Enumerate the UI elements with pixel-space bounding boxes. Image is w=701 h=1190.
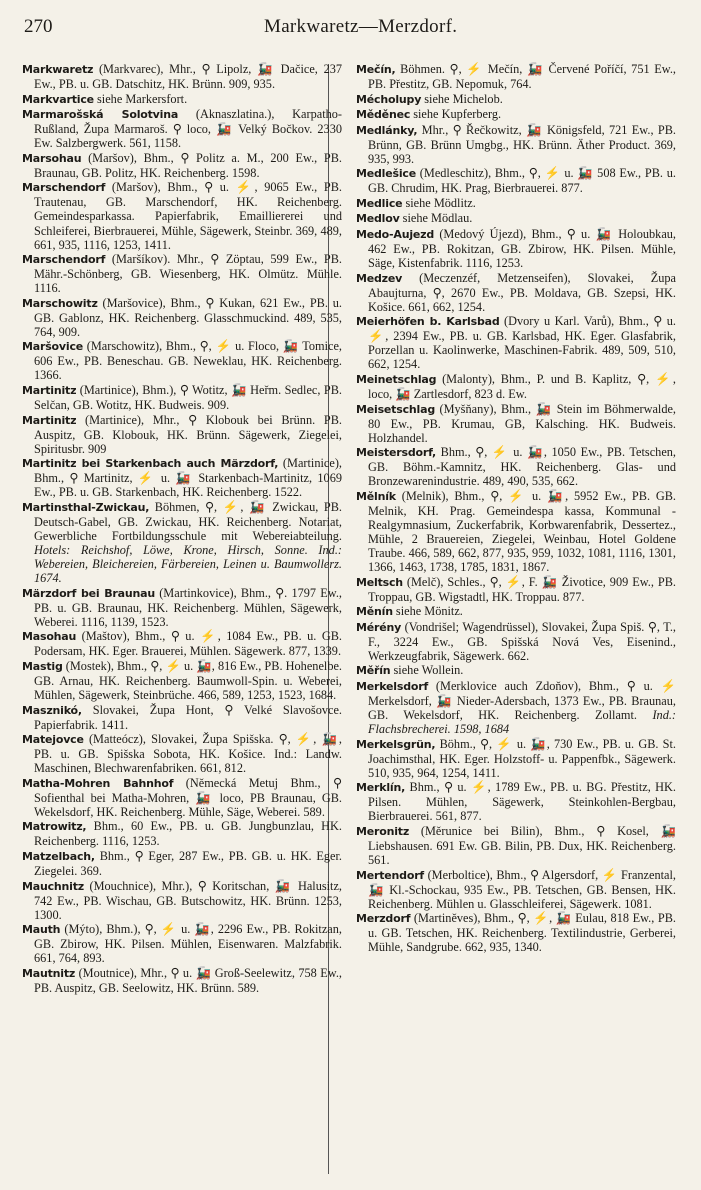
entry-headword: Märzdorf bei Braunau xyxy=(22,586,155,600)
text-columns xyxy=(22,62,674,1176)
entry-text: (Mýto), Bhm.), ⚲, ⚡ u. 🚂, 2296 Ew., PB. Rokitzan, GB. Zbirow, HK. Pilsen. Mühlen, Eisenwaren. Malzfabrik. 661, 764, 893. xyxy=(34,922,342,966)
entry-text: (Vondrišel; Wagendrüssel), Slovakei, Župa Spiš. ⚲, T., F., 3224 Ew., GB. Spišská Nová Ves, Eisenind., Werkzeugfabrik, Sägewerk. 662. xyxy=(368,619,676,663)
entry-text: (Mouchnice), Mhr.), ⚲ Koritschan, 🚂 Halusitz, 742 Ew., PB. Wischau, GB. Butschowitz, HK. Brünn. 1253, 1300. xyxy=(34,878,342,922)
gazetteer-entry xyxy=(356,911,676,954)
gazetteer-entry xyxy=(22,456,342,499)
entry-text: Bhm., ⚲ Eger, 287 Ew., PB. GB. u. HK. Eger. Ziegelei. 369. xyxy=(34,849,342,879)
left-column xyxy=(22,62,342,1176)
entry-text: (Maštov), Bhm., ⚲ u. ⚡, 1084 Ew., PB. u. GB. Podersam, HK. Eger. Brauerei, Mühlen. Sägewerk. 877, 1339. xyxy=(34,629,342,659)
gazetteer-entry xyxy=(22,107,342,150)
entry-text: siehe Mönitz. xyxy=(395,604,463,619)
entry-text: (Medový Újezd), Bhm., ⚲ u. 🚂 Holoubkau, 462 Ew., PB. Rokitzan, GB. Zbirow, HK. Pilsen. Mühle, Säge, Kistenfabrik. 1116, 1253. xyxy=(368,227,676,271)
entry-text: (Malonty), Bhm., P. und B. Kaplitz, ⚲, ⚡, loco, 🚂 Zartlesdorf, 823 d. Ew. xyxy=(368,371,676,402)
gazetteer-entry xyxy=(22,296,342,339)
entry-text: (Meczenzéf, Metzenseifen), Slovakei, Župa Abaujturna, ⚲, 2670 Ew., PB. Moldava, GB. Szepsi, HK. Košice. 661, 662, 1254. xyxy=(368,270,676,314)
entry-text: siehe Mödlitz. xyxy=(405,195,476,210)
entry-text: (Myšňany), Bhm., 🚂 Stein im Böhmerwalde, 80 Ew., PB. Krumau, GB, Kalsching. HK. Budweis. Holzhandel. xyxy=(368,401,676,445)
gazetteer-entry xyxy=(22,252,342,295)
entry-headword: Medo-Aujezd xyxy=(356,228,435,242)
gazetteer-entry xyxy=(356,123,676,166)
entry-headword: Marschendorf xyxy=(22,181,106,195)
gazetteer-entry xyxy=(356,314,676,371)
gazetteer-entry xyxy=(22,922,342,965)
gazetteer-entry xyxy=(22,732,342,775)
gazetteer-entry xyxy=(22,879,342,922)
entry-text: (Merboltice), Bhm., ⚲ Algersdorf, ⚡ Franzental, 🚂 Kl.-Schockau, 935 Ew., PB. Tetschen, GB. Bensen, HK. Reichenberg. Mühlen u. Glasschleiferei, Sägewerk. 1081. xyxy=(368,867,676,911)
entry-headword: Martinsthal-Zwickau, xyxy=(22,500,150,514)
entry-text: Bhm., ⚲, ⚡ u. 🚂, 1050 Ew., PB. Tetschen, GB. Böhm.-Kamnitz, HK. Reichenberg. Glas- und Bronzewarenindustrie. 489, 490, 535, 662. xyxy=(368,445,676,489)
entry-headword: Mauchnitz xyxy=(22,879,85,893)
gazetteer-entry xyxy=(356,211,676,226)
entry-headword: Marmarošská Solotvina xyxy=(22,108,179,122)
gazetteer-entry xyxy=(22,92,342,107)
gazetteer-entry xyxy=(22,776,342,819)
entry-headword: Marschendorf xyxy=(22,253,106,267)
entry-extra: Ind.: Flachsbrecherei. 1598, 1684 xyxy=(368,708,676,737)
gazetteer-entry xyxy=(356,663,676,678)
entry-headword: Medlešice xyxy=(356,167,417,181)
gazetteer-entry xyxy=(356,166,676,195)
entry-headword: Merkelsgrün, xyxy=(356,737,436,751)
entry-text: (Medleschitz), Bhm., ⚲, ⚡ u. 🚂 508 Ew., PB. u. GB. Chrudim, HK. Prag, Bierbrauerei. 877. xyxy=(368,166,676,196)
page-number: 270 xyxy=(24,16,53,37)
entry-text: Böhmen, ⚲, ⚡, 🚂 Zwickau, PB. Deutsch-Gabel, GB. Zwickau, HK. Reichenberg. Notariat, Gewerbliche Fortbildungsschule mit Webereiabteilung. xyxy=(34,499,342,543)
gazetteer-entry xyxy=(356,445,676,488)
entry-text: siehe Kupferberg. xyxy=(413,107,502,122)
entry-headword: Mertendorf xyxy=(356,868,425,882)
entry-headword: Medzev xyxy=(356,271,403,285)
entry-text: (Maršovice), Bhm., ⚲ Kukan, 621 Ew., PB. u. GB. Gablonz, HK. Reichenberg. Glasschmuckind. 489, 535, 764, 909. xyxy=(34,295,342,339)
entry-headword: Měděnec xyxy=(356,108,411,122)
entry-headword: Marschowitz xyxy=(22,296,98,310)
entry-headword: Meronitz xyxy=(356,824,410,838)
gazetteer-entry xyxy=(356,620,676,663)
entry-text: (Markvarec), Mhr., ⚲ Lipolz, 🚂 Dačice, 237 Ew., PB. u. GB. Datschitz, HK. Brünn. 909, 935. xyxy=(34,62,342,92)
entry-headword: Meierhöfen b. Karlsbad xyxy=(356,315,500,329)
gazetteer-entry xyxy=(356,604,676,619)
gazetteer-entry xyxy=(356,679,676,736)
entry-headword: Mauth xyxy=(22,923,61,937)
right-column xyxy=(356,62,676,1176)
gazetteer-entry xyxy=(356,824,676,867)
entry-headword: Medlice xyxy=(356,196,403,210)
entry-headword: Meisetschlag xyxy=(356,402,436,416)
entry-text: (Melč), Schles., ⚲, ⚡, F. 🚂 Životice, 909 Ew., PB. Troppau, GB. Wigstadtl, HK. Troppau. 877. xyxy=(368,574,676,604)
page-header xyxy=(24,16,674,42)
gazetteer-entry xyxy=(22,62,342,91)
entry-headword: Matha-Mohren Bahnhof xyxy=(22,776,174,790)
gazetteer-entry xyxy=(356,271,676,314)
entry-text: (Martiněves), Bhm., ⚲, ⚡, 🚂 Eulau, 818 Ew., PB. u. GB. Tetschen, HK. Reichenberg. Textilindustrie, Gerberei, Mühle, Sandgrube. 662, 935, 1340. xyxy=(368,911,676,955)
gazetteer-entry xyxy=(22,383,342,412)
entry-text: (Měrunice bei Bilin), Bhm., ⚲ Kosel, 🚂 Liebshausen. 691 Ew. GB. Bilin, PB. Dux, HK. Reichenberg. 561. xyxy=(368,823,676,868)
entry-text: Slovakei, Župa Hont, ⚲ Velké Slavošovce. Papierfabrik. 1411. xyxy=(34,702,342,732)
entry-text: siehe Mödlau. xyxy=(402,211,473,226)
gazetteer-entry xyxy=(356,372,676,401)
entry-extra: Hotels: Reichshof, Löwe, Krone, Hirsch, Sonne. Ind.: Webereien, Bleichereien, Färbereien, Leinen u. Baumwollerz. 1674. xyxy=(34,543,342,586)
gazetteer-entry xyxy=(356,489,676,574)
gazetteer-entry xyxy=(22,500,342,585)
entry-headword: Matzelbach, xyxy=(22,850,95,864)
gazetteer-entry xyxy=(22,849,342,878)
gazetteer-entry xyxy=(356,575,676,604)
entry-headword: Mělník xyxy=(356,489,396,503)
gazetteer-entry xyxy=(356,868,676,911)
entry-text: (Moutnice), Mhr., ⚲ u. 🚂 Groß-Seelewitz, 758 Ew., PB. Auspitz, GB. Seelowitz, HK. Brünn. 589. xyxy=(34,965,342,995)
gazetteer-entry xyxy=(22,151,342,180)
entry-headword: Merkelsdorf xyxy=(356,679,429,693)
entry-text: Böhmen. ⚲, ⚡ Mečín, 🚂 Červené Poříčí, 751 Ew., PB. Přestitz, GB. Nepomuk, 764. xyxy=(368,62,676,92)
entry-headword: Masohau xyxy=(22,630,77,644)
gazetteer-entry xyxy=(356,196,676,211)
entry-text: (Matteócz), Slovakei, Župa Spišska. ⚲, ⚡, 🚂, PB. u. GB. Spišska Sobota, HK. Košice. Ind.: Landw. Maschinen, Blechwarenfabriken. 661, 812. xyxy=(34,732,342,776)
entry-headword: Merzdorf xyxy=(356,912,411,926)
entry-text: (Maršov), Bhm., ⚲ u. ⚡, 9065 Ew., PB. Trautenau, GB. Marschendorf, HK. Reichenberg. Gemeindesparkassa. Papierfabrik, Emailliererei und Schleiferei, Bierbrauerei, Mühle, Sägewerk, Steinbr. 369, 489, 661, 935, 1116, 1253, 1411. xyxy=(34,180,342,252)
gazetteer-entry xyxy=(22,586,342,629)
entry-headword: Matrowitz, xyxy=(22,820,87,834)
gazetteer-entry xyxy=(356,402,676,445)
entry-text: (Martinice), Bhm., ⚲ Martinitz, ⚡ u. 🚂 Starkenbach-Martinitz, 1069 Ew., PB. u. GB. Starkenbach, HK. Reichenberg. 1522. xyxy=(34,456,342,500)
entry-text: (Dvory u Karl. Varů), Bhm., ⚲ u. ⚡, 2394 Ew., PB. u. GB. Karlsbad, HK. Eger. Glasfabrik, Porzellan u. Kaolinwerke, Maschinen-Fabrik. 489, 509, 510, 662, 1254. xyxy=(368,314,676,372)
gazetteer-entry xyxy=(22,966,342,995)
entry-text: siehe Markersfort. xyxy=(97,91,188,106)
entry-text: (Marschowitz), Bhm., ⚲, ⚡ u. Floco, 🚂 Tomice, 606 Ew., PB. Beneschau. GB. Neweklau, HK. Reichenberg. 1366. xyxy=(34,339,342,383)
entry-text: Bhm., ⚲ u. ⚡, 1789 Ew., PB. u. BG. Přestitz, HK. Pilsen. Mühlen, Sägewerk, Steinkohlen-Bergbau, Bierbrauerei. 561, 877. xyxy=(368,780,676,824)
entry-headword: Medlánky, xyxy=(356,123,418,137)
entry-headword: Markvartice xyxy=(22,92,94,106)
gazetteer-entry xyxy=(22,659,342,702)
entry-headword: Martinitz xyxy=(22,384,77,398)
entry-headword: Meltsch xyxy=(356,575,403,589)
entry-text: (Melnik), Bhm., ⚲, ⚡ u. 🚂, 5952 Ew., PB. GB. Melnik, KH. Prag. Gemeindespa kassa, Kommunal - Realgymnasium, Zuckerfabrik, Korbwarenfabrik, Dessertez., Mühle, 2 Brauereien, Ziegelei, Weinbau, Hotel Goldene Traube. 466, 589, 662, 877, 935, 959, 1032, 1081, 1116, 1301, 1366, 1463, 1738, 1785, 1831, 1867. xyxy=(368,488,676,575)
entry-text: (Aknaszlatina.), Karpatho-Rußland, Župa Marmaroš. ⚲ loco, 🚂 Velký Bočkov. 2330 Ew. Salzbergwerk. 561, 1158. xyxy=(34,107,342,151)
gazetteer-entry xyxy=(356,227,676,270)
gazetteer-entry xyxy=(22,819,342,848)
entry-headword: Mautnitz xyxy=(22,966,76,980)
entry-headword: Maršovice xyxy=(22,340,84,354)
entry-headword: Merklín, xyxy=(356,781,406,795)
gazetteer-entry xyxy=(356,737,676,780)
gazetteer-entry xyxy=(22,180,342,251)
entry-headword: Mečín, xyxy=(356,63,396,76)
gazetteer-entry xyxy=(356,92,676,107)
entry-text: Bhm., 60 Ew., PB. u. GB. Jungbunzlau, HK. Reichenberg. 1116, 1253. xyxy=(34,819,342,849)
entry-headword: Matejovce xyxy=(22,733,84,747)
gazetteer-entry xyxy=(22,703,342,732)
entry-headword: Mastig xyxy=(22,659,63,673)
gazetteer-entry xyxy=(356,62,676,91)
entry-text: (Maršov), Bhm., ⚲ Politz a. M., 200 Ew., PB. Braunau, GB. Politz, HK. Reichenberg. 1598. xyxy=(34,150,342,180)
entry-text: (Martinkovice), Bhm., ⚲. 1797 Ew., PB. u. GB. Braunau, HK. Reichenberg. Mühlen, Sägewerk, Weberei. 1116, 1139, 1523. xyxy=(34,585,342,629)
entry-headword: Meinetschlag xyxy=(356,372,437,386)
entry-text: (Martinice), Bhm.), ⚲ Wotitz, 🚂 Heřm. Sedlec, PB. Selčan, GB. Wotitz, HK. Budweis. 909. xyxy=(34,383,342,413)
entry-text: Böhm., ⚲, ⚡ u. 🚂, 730 Ew., PB. u. GB. St. Joachimsthal, HK. Eger. Holzstoff- u. Pappenfbk., Sägewerk. 510, 935, 964, 1254, 1411. xyxy=(368,736,676,780)
entry-text: siehe Michelob. xyxy=(424,91,503,106)
entry-headword: Měnín xyxy=(356,605,393,619)
entry-headword: Meistersdorf, xyxy=(356,446,437,460)
entry-headword: Markwaretz xyxy=(22,63,94,76)
entry-text: Mhr., ⚲ Řečkowitz, 🚂 Königsfeld, 721 Ew., PB. Brünn, GB. Brünn Umgbg., HK. Brünn. Äther Product. 369, 935, 993. xyxy=(368,122,676,166)
entry-headword: Medlov xyxy=(356,212,400,226)
entry-headword: Mécholupy xyxy=(356,92,422,106)
gazetteer-entry xyxy=(22,629,342,658)
entry-headword: Martinitz xyxy=(22,413,77,427)
entry-headword: Masznikó, xyxy=(22,703,82,717)
entry-text: (Maršíkov). Mhr., ⚲ Zöptau, 599 Ew., PB. Mähr.-Schönberg, GB. Wiesenberg, HK. Olmütz. Mühle. 1116. xyxy=(34,252,342,296)
entry-text: (Merklovice auch Zdoňov), Bhm., ⚲ u. ⚡ Merkelsdorf, 🚂 Nieder-Adersbach, 1373 Ew., PB. Braunau, GB. Wekelsdorf, HK. Reichenberg. Zollamt. xyxy=(368,678,676,723)
gazetteer-entry xyxy=(22,413,342,456)
entry-text: (Mostek), Bhm., ⚲, ⚡ u. 🚂, 816 Ew., PB. Hohenelbe. GB. Arnau, HK. Reichenberg. Baumwoll-Spin. u. Weberei, Mühlen, Sägewerk, Steinbrüche. 466, 589, 1253, 1523, 1684. xyxy=(34,658,342,703)
entry-text: siehe Wollein. xyxy=(393,663,464,678)
entry-headword: Martinitz bei Starkenbach auch Märzdorf, xyxy=(22,457,279,471)
gazetteer-entry xyxy=(22,339,342,382)
running-title: Markwaretz—Merzdorf. xyxy=(264,16,458,37)
entry-headword: Mérény xyxy=(356,620,402,634)
gazetteer-entry xyxy=(356,107,676,122)
gazetteer-entry xyxy=(356,780,676,823)
entry-headword: Marsohau xyxy=(22,151,82,165)
entry-text: (Martinice), Mhr., ⚲ Klobouk bei Brünn. PB. Auspitz, GB. Klobouk, HK. Brünn. Sägewerk, Ziegelei, Spiritusbr. 909 xyxy=(34,412,342,456)
entry-headword: Měřín xyxy=(356,664,391,678)
entry-text: (Německá Metuj Bhm., ⚲ Sofienthal bei Matha-Mohren, 🚂 loco, PB Braunau, GB. Wekelsdorf, HK. Reichenberg. Mühle, Säge, Weberei. 589. xyxy=(34,775,342,819)
